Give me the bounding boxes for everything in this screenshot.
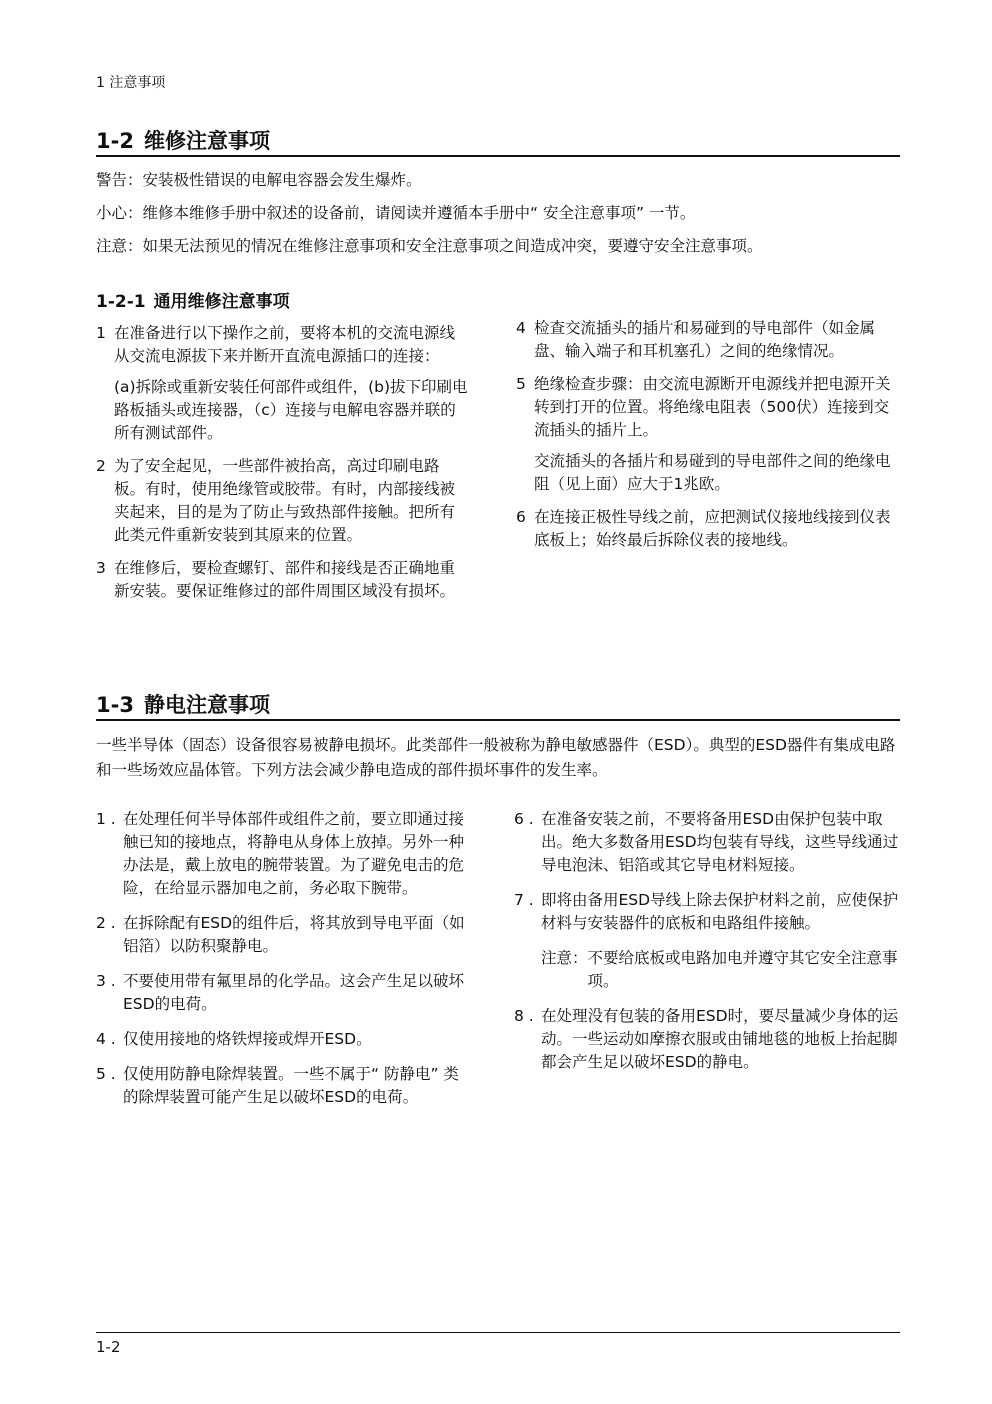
item-text: 在准备进行以下操作之前，要将本机的交流电源线从交流电源拔下来并断开直流电源插口的连接： xyxy=(114,324,456,365)
esd-right-column xyxy=(514,808,900,1086)
section-title: 静电注意事项 xyxy=(143,693,270,717)
warning-text: 警告：安装极性错误的电解电容器会发生爆炸。 xyxy=(96,171,422,189)
list-item xyxy=(514,1005,900,1074)
item-number: 3 xyxy=(96,559,106,577)
item-text: 在处理任何半导体部件或组件之前，要立即通过接触已知的接地点，将静电从身体上放掉。另外一种办法是，戴上放电的腕带装置。为了避免电击的危险，在给显示器加电之前，务必取下腕带。 xyxy=(123,810,465,897)
item-number: 6 xyxy=(516,508,526,526)
list-item xyxy=(96,1028,468,1051)
section-1-2-heading xyxy=(96,125,270,155)
section-rule xyxy=(96,719,900,721)
list-item xyxy=(96,322,468,445)
list-item xyxy=(516,373,900,496)
item-number: 5 xyxy=(516,375,526,393)
item-text: 即将由备用ESD导线上除去保护材料之前，应使保护材料与安装器件的底板和电路组件接触。 xyxy=(541,891,899,932)
subsection-title: 通用维修注意事项 xyxy=(153,292,290,312)
general-precautions-left-column xyxy=(96,322,468,613)
item-number: 6 . xyxy=(514,810,534,828)
section-number: 1-2 xyxy=(96,129,134,153)
item-number: 3 . xyxy=(96,972,116,990)
item-text: 在准备安装之前，不要将备用ESD由保护包装中取出。绝大多数备用ESD均包装有导线，这些导线通过导电泡沫、铝箔或其它导电材料短接。 xyxy=(541,810,899,874)
item-number: 1 . xyxy=(96,810,116,828)
item-text: 仅使用接地的烙铁焊接或焊开ESD。 xyxy=(123,1030,372,1048)
section-number: 1-3 xyxy=(96,693,134,717)
item-number: 2 . xyxy=(96,914,116,932)
page-number: 1-2 xyxy=(96,1338,121,1356)
list-item xyxy=(514,889,900,935)
item-text: 在处理没有包装的备用ESD时，要尽量减少身体的运动。一些运动如摩擦衣服或由铺地毯的地板上抬起脚都会产生足以破坏ESD的静电。 xyxy=(541,1007,899,1071)
list-item xyxy=(516,317,900,363)
list-item xyxy=(96,455,468,547)
list-item xyxy=(514,808,900,877)
section-1-3-heading xyxy=(96,689,270,719)
item-text: 仅使用防静电除焊装置。一些不属于“ 防静电” 类的除焊装置可能产生足以破坏ESD的电荷。 xyxy=(123,1065,459,1106)
item-number: 4 . xyxy=(96,1030,116,1048)
note-label: 注意： xyxy=(541,949,588,967)
esd-note xyxy=(514,947,900,993)
list-item xyxy=(96,912,468,958)
subsection-1-2-1-heading xyxy=(96,287,290,312)
item-number: 8 . xyxy=(514,1007,534,1025)
esd-intro: 一些半导体（固态）设备很容易被静电损坏。此类部件一般被称为静电敏感器件（ESD）。典型的ESD器件有集成电路和一些场效应晶体管。下列方法会减少静电造成的部件损坏事件的发生率。 xyxy=(96,736,896,779)
item-number: 5 . xyxy=(96,1065,116,1083)
footer-rule xyxy=(96,1332,900,1333)
item-text: 在拆除配有ESD的组件后，将其放到导电平面（如铝箔）以防积聚静电。 xyxy=(123,914,465,955)
note-text: 不要给底板或电路加电并遵守其它安全注意事项。 xyxy=(587,949,898,990)
section-title: 维修注意事项 xyxy=(143,129,270,153)
general-precautions-right-column xyxy=(516,317,900,562)
caution-text: 小心：维修本维修手册中叙述的设备前，请阅读并遵循本手册中“ 安全注意事项” 一节。 xyxy=(96,204,696,222)
list-item xyxy=(96,808,468,900)
list-item xyxy=(96,557,468,603)
list-item xyxy=(96,1063,468,1109)
list-item xyxy=(96,970,468,1016)
running-head: 1 注意事项 xyxy=(96,75,166,91)
item-text: (a)拆除或重新安装任何部件或组件，(b)拔下印刷电路板插头或连接器，（c）连接与电解电容器并联的所有测试部件。 xyxy=(114,378,468,442)
list-item xyxy=(516,506,900,552)
item-text: 交流插头的各插片和易碰到的导电部件之间的绝缘电阻（见上面）应大于1兆欧。 xyxy=(534,452,891,493)
item-number: 4 xyxy=(516,319,526,337)
subsection-number: 1-2-1 xyxy=(96,292,146,312)
item-number: 2 xyxy=(96,457,106,475)
item-number: 7 . xyxy=(514,891,534,909)
item-text: 在维修后，要检查螺钉、部件和接线是否正确地重新安装。要保证维修过的部件周围区域没有损坏。 xyxy=(114,559,456,600)
item-text: 不要使用带有氟里昂的化学品。这会产生足以破坏ESD的电荷。 xyxy=(123,972,465,1013)
item-text: 为了安全起见，一些部件被抬高，高过印刷电路板。有时，使用绝缘管或胶带。有时，内部接线被夹起来，目的是为了防止与致热部件接触。把所有此类元件重新安装到其原来的位置。 xyxy=(114,457,456,544)
item-text: 绝缘检查步骤：由交流电源断开电源线并把电源开关转到打开的位置。将绝缘电阻表（500伏）连接到交流插头的插片上。 xyxy=(534,375,891,439)
section-rule xyxy=(96,155,900,157)
item-text: 检查交流插头的插片和易碰到的导电部件（如金属盘、输入端子和耳机塞孔）之间的绝缘情况。 xyxy=(534,319,876,360)
item-number: 1 xyxy=(96,324,106,342)
item-text: 在连接正极性导线之前，应把测试仪接地线接到仪表底板上；始终最后拆除仪表的接地线。 xyxy=(534,508,891,549)
esd-left-column xyxy=(96,808,468,1121)
note-text: 注意：如果无法预见的情况在维修注意事项和安全注意事项之间造成冲突，要遵守安全注意事项。 xyxy=(96,237,763,255)
